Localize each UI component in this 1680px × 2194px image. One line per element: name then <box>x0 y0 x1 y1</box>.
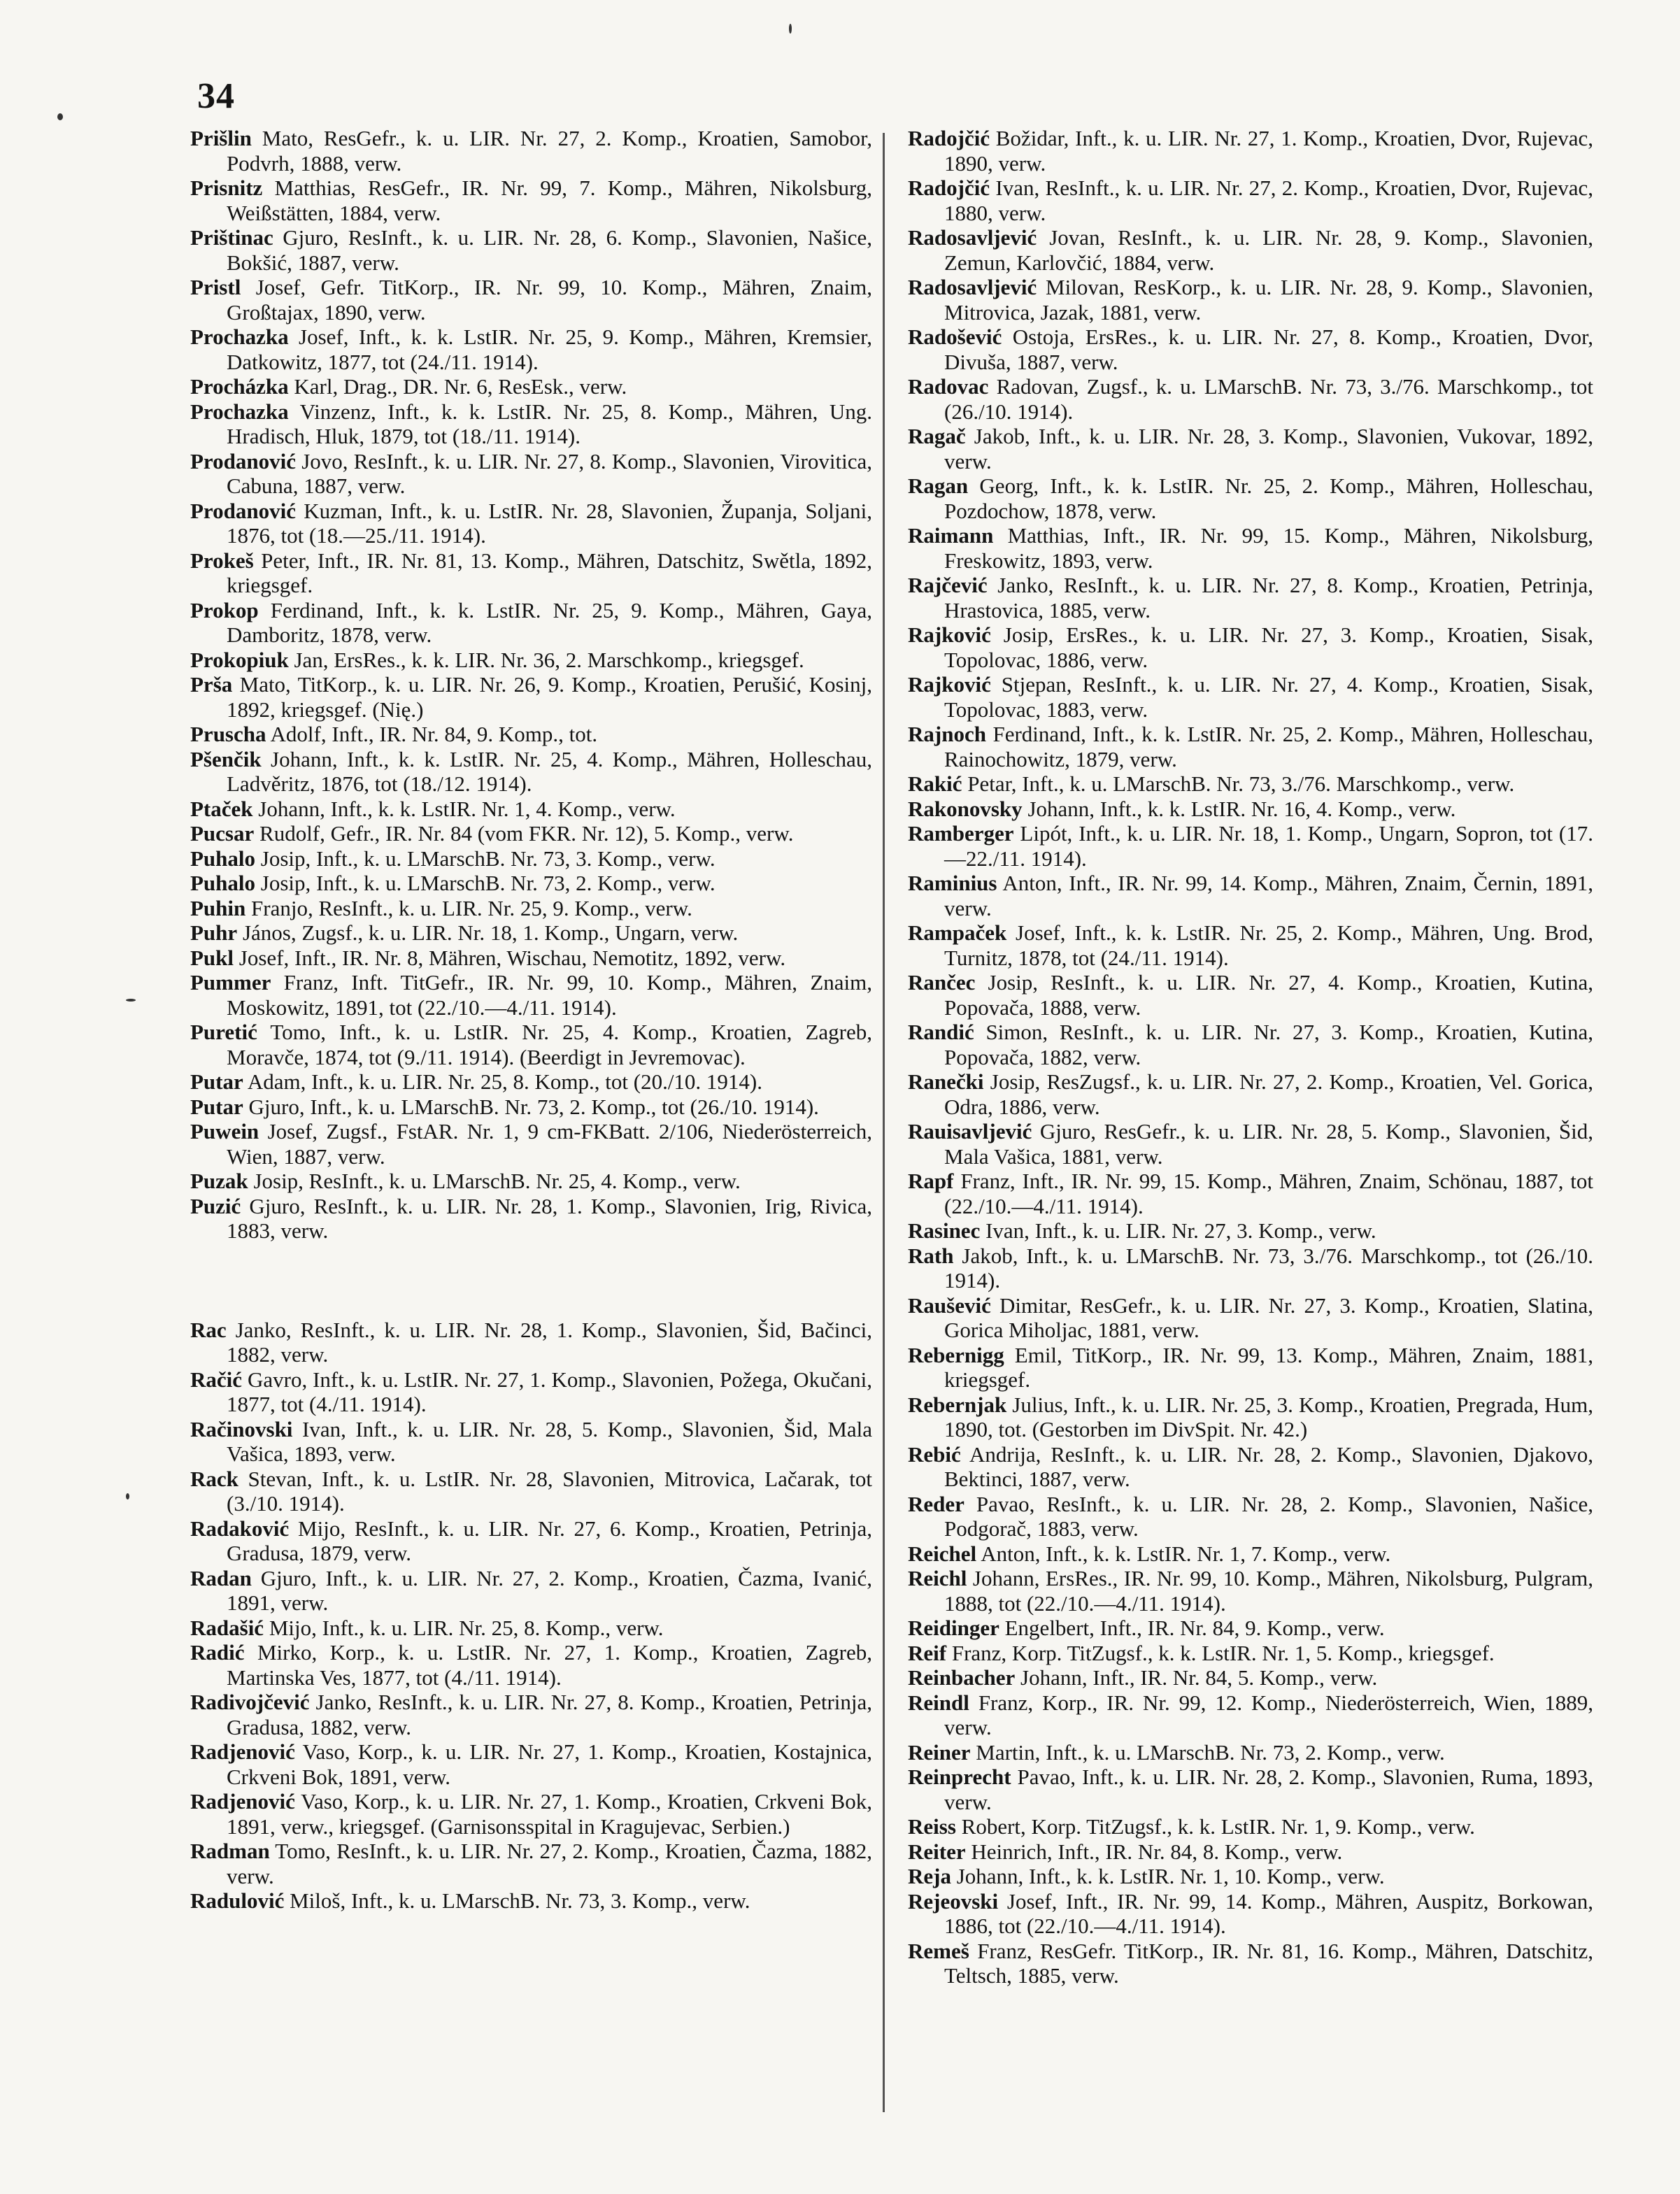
scan-speck <box>126 999 136 1002</box>
entry-surname: Reichl <box>908 1566 967 1590</box>
entry-details: Kuzman, Inft., k. u. LstIR. Nr. 28, Slavonien, Županja, Soljani, 1876, tot (18.—25./11. 1914). <box>227 498 873 548</box>
list-item <box>190 1318 872 1367</box>
entry-surname: Radovac <box>908 374 989 399</box>
list-item <box>908 1690 1593 1740</box>
entry-surname: Ramberger <box>908 821 1014 846</box>
entry-details: Franz, Korp., IR. Nr. 99, 12. Komp., Niederösterreich, Wien, 1889, verw. <box>944 1690 1593 1739</box>
entry-details: Heinrich, Inft., IR. Nr. 84, 8. Komp., verw. <box>971 1839 1343 1864</box>
entry-surname: Puhalo <box>190 871 256 895</box>
column-divider <box>883 133 885 2112</box>
entry-details: Vaso, Korp., k. u. LIR. Nr. 27, 1. Komp., Kroatien, Kostajnica, Crkveni Bok, 1891, verw. <box>227 1739 872 1789</box>
entry-surname: Rasinec <box>908 1218 981 1243</box>
list-item <box>190 1789 872 1839</box>
list-item <box>908 1442 1593 1492</box>
entry-details: Jakob, Inft., k. u. LIR. Nr. 28, 3. Komp., Slavonien, Vukovar, 1892, verw. <box>944 424 1594 473</box>
entry-surname: Radaković <box>190 1516 290 1541</box>
entry-surname: Rebić <box>908 1441 961 1467</box>
list-item <box>190 722 872 747</box>
entry-details: Ivan, Inft., k. u. LIR. Nr. 27, 3. Komp., verw. <box>985 1218 1376 1243</box>
entry-details: Johann, Inft., k. k. LstIR. Nr. 1, 4. Komp., verw. <box>258 796 676 821</box>
left-entries-b <box>190 1318 872 1914</box>
list-item <box>190 1095 872 1120</box>
entry-surname: Ragač <box>908 424 966 448</box>
entry-surname: Rack <box>190 1466 239 1491</box>
entry-surname: Rampaček <box>908 920 1007 945</box>
entry-surname: Randić <box>908 1020 974 1044</box>
entry-surname: Radić <box>190 1640 245 1665</box>
entry-details: Ivan, Inft., k. u. LIR. Nr. 28, 5. Komp., Slavonien, Šid, Mala Vašica, 1893, verw. <box>227 1416 873 1466</box>
entry-details: Mirko, Korp., k. u. LstIR. Nr. 27, 1. Komp., Kroatien, Zagreb, Martinska Ves, 1877, tot (4./11. 1914). <box>227 1640 873 1690</box>
list-item <box>908 871 1593 920</box>
entry-details: Engelbert, Inft., IR. Nr. 84, 9. Komp., verw. <box>1004 1616 1385 1640</box>
list-item <box>190 1467 872 1516</box>
entry-surname: Pšenčik <box>190 746 262 771</box>
list-item <box>908 1889 1593 1939</box>
entry-details: Jovan, ResInft., k. u. LIR. Nr. 28, 9. Komp., Slavonien, Zemun, Karlovčić, 1884, verw. <box>944 225 1593 275</box>
list-item <box>908 1119 1593 1169</box>
entry-details: Robert, Korp. TitZugsf., k. k. LstIR. Nr. 1, 9. Komp., verw. <box>961 1814 1475 1839</box>
entry-surname: Raušević <box>908 1292 991 1318</box>
list-item <box>908 325 1593 374</box>
entry-details: Josip, ErsRes., k. u. LIR. Nr. 27, 3. Komp., Kroatien, Sisak, Topolovac, 1886, verw. <box>944 622 1593 672</box>
list-item <box>190 846 872 871</box>
entry-surname: Radjenović <box>190 1739 295 1764</box>
list-item <box>908 771 1593 797</box>
list-item <box>190 946 872 971</box>
entry-details: Milovan, ResKorp., k. u. LIR. Nr. 28, 9. Komp., Slavonien, Mitrovica, Jazak, 1881, verw. <box>944 275 1594 325</box>
entry-details: Josef, Gefr. TitKorp., IR. Nr. 99, 10. Komp., Mähren, Znaim, Großtajax, 1890, verw. <box>227 275 873 325</box>
entry-surname: Rajković <box>908 672 991 697</box>
entry-surname: Puhalo <box>190 846 256 871</box>
entry-surname: Reja <box>908 1864 951 1888</box>
entry-details: Gjuro, ResInft., k. u. LIR. Nr. 28, 1. Komp., Slavonien, Irig, Rivica, 1883, verw. <box>227 1193 873 1243</box>
list-item <box>190 1616 872 1641</box>
list-item <box>908 920 1593 970</box>
entry-surname: Prodanović <box>190 448 296 473</box>
list-item <box>190 1417 872 1467</box>
entry-surname: Rejeovski <box>908 1888 999 1914</box>
entry-surname: Radman <box>190 1839 270 1863</box>
entry-details: Georg, Inft., k. k. LstIR. Nr. 25, 2. Komp., Mähren, Holleschau, Pozdochow, 1878, verw. <box>944 473 1593 523</box>
entry-details: Janko, ResInft., k. u. LIR. Nr. 28, 1. Komp., Slavonien, Šid, Bačinci, 1882, verw. <box>227 1317 873 1367</box>
entry-details: Božidar, Inft., k. u. LIR. Nr. 27, 1. Komp., Kroatien, Dvor, Rujevac, 1890, verw. <box>944 126 1594 176</box>
scan-speck <box>789 24 792 34</box>
entry-details: Pavao, Inft., k. u. LIR. Nr. 28, 2. Komp., Slavonien, Ruma, 1893, verw. <box>944 1765 1594 1814</box>
entry-surname: Puwein <box>190 1119 259 1144</box>
entry-surname: Radosavljević <box>908 225 1037 250</box>
entry-surname: Prochazka <box>190 325 289 349</box>
list-item <box>190 449 872 499</box>
list-item <box>908 1541 1593 1567</box>
entry-details: Gjuro, Inft., k. u. LIR. Nr. 27, 2. Komp., Kroatien, Čazma, Ivanić, 1891, verw. <box>227 1565 873 1615</box>
entry-details: Josef, Inft., k. k. LstIR. Nr. 25, 9. Komp., Mähren, Kremsier, Datkowitz, 1877, tot (24./11. 1914). <box>227 325 873 374</box>
entry-surname: Ranečki <box>908 1069 984 1094</box>
entry-details: Petar, Inft., k. u. LMarschB. Nr. 73, 3./76. Marschkomp., verw. <box>967 771 1515 796</box>
entry-details: Franjo, ResInft., k. u. LIR. Nr. 25, 9. Komp., verw. <box>251 895 692 920</box>
entry-details: Anton, Inft., IR. Nr. 99, 14. Komp., Mähren, Znaim, Černin, 1891, verw. <box>944 871 1593 920</box>
entry-surname: Prodanović <box>190 498 296 523</box>
list-item <box>908 1020 1593 1069</box>
entry-surname: Rajković <box>908 622 991 647</box>
list-item <box>190 1516 872 1566</box>
list-item <box>190 225 872 275</box>
entry-details: Tomo, Inft., k. u. LstIR. Nr. 25, 4. Komp., Kroatien, Zagreb, Moravče, 1874, tot (9./11. 1914). (Beerdigt in Jevremovac). <box>227 1020 872 1069</box>
entry-details: Franz, ResGefr. TitKorp., IR. Nr. 81, 16. Komp., Mähren, Datschitz, Teltsch, 1885, verw. <box>944 1938 1593 1988</box>
entry-details: Franz, Korp. TitZugsf., k. k. LstIR. Nr. 1, 5. Komp., kriegsgef. <box>951 1640 1495 1665</box>
entry-details: Franz, Inft., IR. Nr. 99, 15. Komp., Mähren, Znaim, Schönau, 1887, tot (22./10.—4./11. 1914). <box>944 1169 1594 1218</box>
scan-speck <box>126 1493 129 1500</box>
entry-details: Gjuro, ResInft., k. u. LIR. Nr. 28, 6. Komp., Slavonien, Našice, Bokšić, 1887, verw. <box>227 225 872 275</box>
entry-surname: Račić <box>190 1367 243 1392</box>
list-item <box>190 1566 872 1616</box>
list-item <box>908 1765 1593 1814</box>
entry-details: Jan, ErsRes., k. k. LIR. Nr. 36, 2. Marschkomp., kriegsgef. <box>294 647 804 672</box>
list-item <box>190 1690 872 1739</box>
entry-details: Radovan, Zugsf., k. u. LMarschB. Nr. 73, 3./76. Marschkomp., tot (26./10. 1914). <box>944 374 1594 424</box>
list-item <box>190 1888 872 1914</box>
entry-surname: Rath <box>908 1243 954 1268</box>
list-item <box>190 920 872 946</box>
entry-surname: Puzak <box>190 1169 248 1193</box>
list-item <box>190 1839 872 1888</box>
entry-surname: Reder <box>908 1491 964 1516</box>
entry-surname: Pukl <box>190 945 234 970</box>
list-item <box>190 1194 872 1244</box>
right-column <box>908 126 1593 1988</box>
list-item <box>190 821 872 846</box>
list-item <box>190 1367 872 1417</box>
entry-details: Johann, Inft., k. k. LstIR. Nr. 25, 4. Komp., Mähren, Holleschau, Ladvěritz, 1876, tot (18./12. 1914). <box>227 746 873 796</box>
list-item <box>908 1616 1593 1641</box>
entry-surname: Reinbacher <box>908 1665 1016 1690</box>
entry-surname: Prochazka <box>190 399 289 424</box>
entry-surname: Puhin <box>190 895 246 920</box>
entry-surname: Putar <box>190 1094 243 1119</box>
entry-details: Ferdinand, Inft., k. k. LstIR. Nr. 25, 9. Komp., Mähren, Gaya, Damboritz, 1878, verw. <box>227 597 872 647</box>
list-item <box>190 598 872 648</box>
entry-surname: Prisnitz <box>190 176 263 200</box>
entry-details: Josip, ResInft., k. u. LIR. Nr. 27, 4. Komp., Kroatien, Kutina, Popovača, 1888, verw. <box>944 970 1594 1020</box>
entry-details: Anton, Inft., k. k. LstIR. Nr. 1, 7. Komp., verw. <box>981 1541 1391 1566</box>
list-item <box>908 821 1593 871</box>
entry-details: Josef, Zugsf., FstAR. Nr. 1, 9 cm-FKBatt. 2/106, Niederösterreich, Wien, 1887, verw. <box>227 1119 873 1169</box>
list-item <box>190 672 872 722</box>
entry-surname: Radjenović <box>190 1789 295 1814</box>
list-item <box>908 1740 1593 1765</box>
list-item <box>908 1218 1593 1244</box>
entry-surname: Radulović <box>190 1888 285 1913</box>
entry-details: Peter, Inft., IR. Nr. 81, 13. Komp., Mähren, Datschitz, Swětla, 1892, kriegsgef. <box>227 548 872 597</box>
list-item <box>190 275 872 325</box>
entry-surname: Rančec <box>908 970 976 995</box>
list-item <box>190 126 872 176</box>
entry-surname: Rebernjak <box>908 1392 1007 1417</box>
entry-surname: Rac <box>190 1317 227 1342</box>
entry-surname: Procházka <box>190 374 289 399</box>
entry-surname: Reiter <box>908 1839 966 1864</box>
list-item <box>190 399 872 449</box>
list-item <box>190 499 872 548</box>
entry-surname: Remeš <box>908 1938 969 1963</box>
entry-details: Mijo, Inft., k. u. LIR. Nr. 25, 8. Komp., verw. <box>269 1615 664 1640</box>
left-entries-a <box>190 126 872 1244</box>
list-item <box>908 797 1593 822</box>
entry-details: Ferdinand, Inft., k. k. LstIR. Nr. 25, 2. Komp., Mähren, Holleschau, Rainochowitz, 1879, verw. <box>944 722 1594 771</box>
entry-details: Pavao, ResInft., k. u. LIR. Nr. 28, 2. Komp., Slavonien, Našice, Podgorač, 1883, verw. <box>944 1491 1594 1541</box>
entry-details: Janko, ResInft., k. u. LIR. Nr. 27, 8. Komp., Kroatien, Petrinja, Gradusa, 1882, verw. <box>227 1690 873 1739</box>
entry-details: János, Zugsf., k. u. LIR. Nr. 18, 1. Komp., Ungarn, verw. <box>242 920 739 945</box>
entry-surname: Pruscha <box>190 722 266 746</box>
list-item <box>908 176 1593 225</box>
list-item <box>190 176 872 225</box>
list-item <box>190 1119 872 1169</box>
list-item <box>190 797 872 822</box>
entry-details: Lipót, Inft., k. u. LIR. Nr. 18, 1. Komp., Ungarn, Sopron, tot (17.—22./11. 1914). <box>944 821 1593 871</box>
list-item <box>908 225 1593 275</box>
entry-details: Johann, Inft., k. k. LstIR. Nr. 1, 10. Komp., verw. <box>956 1864 1385 1888</box>
section-gap <box>190 1244 872 1318</box>
entry-surname: Reidinger <box>908 1616 999 1640</box>
entry-details: Mato, TitKorp., k. u. LIR. Nr. 26, 9. Komp., Kroatien, Perušić, Kosinj, 1892, kriegsgef. (Nię.) <box>227 672 872 722</box>
entry-details: Dimitar, ResGefr., k. u. LIR. Nr. 27, 3. Komp., Kroatien, Slatina, Gorica Miholjac, 1881, verw. <box>944 1292 1593 1342</box>
entry-surname: Raminius <box>908 871 997 895</box>
entry-surname: Puretić <box>190 1020 257 1044</box>
entry-details: Karl, Drag., DR. Nr. 6, ResEsk., verw. <box>294 374 627 399</box>
entry-details: Ivan, ResInft., k. u. LIR. Nr. 27, 2. Komp., Kroatien, Dvor, Rujevac, 1880, verw. <box>944 176 1593 225</box>
entry-details: Janko, ResInft., k. u. LIR. Nr. 27, 8. Komp., Kroatien, Petrinja, Hrastovica, 1885, verw. <box>944 573 1594 622</box>
list-item <box>908 126 1593 176</box>
list-item <box>190 1020 872 1069</box>
list-item <box>908 573 1593 622</box>
list-item <box>908 473 1593 523</box>
list-item <box>190 1169 872 1194</box>
list-item <box>190 648 872 673</box>
list-item <box>190 1069 872 1095</box>
list-item <box>908 1069 1593 1119</box>
entry-details: Miloš, Inft., k. u. LMarschB. Nr. 73, 3. Komp., verw. <box>290 1888 750 1913</box>
entry-details: Mato, ResGefr., k. u. LIR. Nr. 27, 2. Komp., Kroatien, Samobor, Podvrh, 1888, verw. <box>227 126 872 176</box>
entry-details: Gjuro, ResGefr., k. u. LIR. Nr. 28, 5. Komp., Slavonien, Šid, Mala Vašica, 1881, verw. <box>944 1119 1594 1169</box>
entry-surname: Prokopiuk <box>190 647 289 672</box>
entry-details: Rudolf, Gefr., IR. Nr. 84 (vom FKR. Nr. 12), 5. Komp., verw. <box>259 821 794 846</box>
entry-details: Matthias, ResGefr., IR. Nr. 99, 7. Komp., Mähren, Nikolsburg, Weißstätten, 1884, verw. <box>227 176 873 225</box>
entry-surname: Puzić <box>190 1193 241 1218</box>
list-item <box>908 1293 1593 1343</box>
entry-details: Josip, Inft., k. u. LMarschB. Nr. 73, 3. Komp., verw. <box>260 846 716 871</box>
list-item <box>908 1814 1593 1839</box>
entry-details: Vaso, Korp., k. u. LIR. Nr. 27, 1. Komp., Kroatien, Crkveni Bok, 1891, verw., kriegsgef. (Garnisonsspital in Kragujevac, Serbien.) <box>227 1789 872 1839</box>
entry-details: Adam, Inft., k. u. LIR. Nr. 25, 8. Komp., tot (20./10. 1914). <box>247 1069 763 1094</box>
entry-surname: Radivojčević <box>190 1690 310 1714</box>
entry-surname: Prokeš <box>190 548 254 573</box>
list-item <box>908 1864 1593 1889</box>
entry-details: Josip, ResZugsf., k. u. LIR. Nr. 27, 2. Komp., Kroatien, Vel. Gorica, Odra, 1886, verw. <box>944 1069 1594 1119</box>
entry-details: Julius, Inft., k. u. LIR. Nr. 25, 3. Komp., Kroatien, Pregrada, Hum, 1890, tot. (Gestorben im DivSpit. Nr. 42.) <box>944 1392 1594 1441</box>
entry-details: Vinzenz, Inft., k. k. LstIR. Nr. 25, 8. Komp., Mähren, Ung. Hradisch, Hluk, 1879, tot (18./11. 1914). <box>227 399 872 448</box>
entry-details: Stjepan, ResInft., k. u. LIR. Nr. 27, 4. Komp., Kroatien, Sisak, Topolovac, 1883, verw. <box>944 672 1594 722</box>
list-item <box>190 896 872 921</box>
list-item <box>908 1665 1593 1690</box>
entry-surname: Prišlin <box>190 126 252 150</box>
list-item <box>908 722 1593 771</box>
list-item <box>908 374 1593 424</box>
entry-details: Johann, ErsRes., IR. Nr. 99, 10. Komp., Mähren, Nikolsburg, Pulgram, 1888, tot (22./10.—4./11. 1914). <box>944 1566 1594 1616</box>
list-item <box>908 1343 1593 1392</box>
list-item <box>908 622 1593 672</box>
entry-details: Matthias, Inft., IR. Nr. 99, 15. Komp., Mähren, Nikolsburg, Freskowitz, 1893, verw. <box>944 523 1594 573</box>
left-column <box>190 126 872 1914</box>
list-item <box>190 325 872 374</box>
list-item <box>908 1492 1593 1541</box>
entry-surname: Radašić <box>190 1615 264 1640</box>
entry-surname: Račinovski <box>190 1416 293 1441</box>
entry-surname: Radošević <box>908 325 1002 349</box>
list-item <box>908 970 1593 1020</box>
list-item <box>908 1839 1593 1865</box>
entry-details: Josef, Inft., k. k. LstIR. Nr. 25, 2. Komp., Mähren, Ung. Brod, Turnitz, 1878, tot (24./11. 1914). <box>944 920 1593 970</box>
list-item <box>190 374 872 399</box>
list-item <box>190 548 872 598</box>
entry-surname: Puhr <box>190 920 238 945</box>
entry-surname: Reinprecht <box>908 1765 1011 1789</box>
entry-details: Emil, TitKorp., IR. Nr. 99, 13. Komp., Mähren, Znaim, 1881, kriegsgef. <box>944 1342 1594 1392</box>
entry-details: Josef, Inft., IR. Nr. 8, Mähren, Wischau, Nemotitz, 1892, verw. <box>239 945 786 970</box>
entry-surname: Ptaček <box>190 796 253 821</box>
list-item <box>908 275 1593 325</box>
entry-surname: Radojčić <box>908 176 990 200</box>
entry-details: Josip, Inft., k. u. LMarschB. Nr. 73, 2. Komp., verw. <box>260 871 716 895</box>
entry-details: Adolf, Inft., IR. Nr. 84, 9. Komp., tot. <box>270 722 598 746</box>
entry-surname: Ragan <box>908 473 969 498</box>
entry-details: Franz, Inft. TitGefr., IR. Nr. 99, 10. Komp., Mähren, Znaim, Moskowitz, 1891, tot (22./10.—4./11. 1914). <box>227 970 873 1020</box>
entry-details: Andrija, ResInft., k. u. LIR. Nr. 28, 2. Komp., Slavonien, Djakovo, Bektinci, 1887, verw. <box>944 1441 1594 1491</box>
entry-surname: Reif <box>908 1640 947 1665</box>
entry-surname: Prokop <box>190 597 259 622</box>
list-item <box>190 871 872 896</box>
list-item <box>908 1392 1593 1442</box>
list-item <box>908 523 1593 573</box>
entry-surname: Rajnoch <box>908 722 986 746</box>
entry-surname: Radan <box>190 1565 252 1590</box>
list-item <box>190 1640 872 1690</box>
entry-details: Gavro, Inft., k. u. LstIR. Nr. 27, 1. Komp., Slavonien, Požega, Okučani, 1877, tot (4./11. 1914). <box>227 1367 873 1416</box>
entry-surname: Prištinac <box>190 225 273 250</box>
entry-surname: Reiss <box>908 1814 956 1839</box>
entry-details: Jakob, Inft., k. u. LMarschB. Nr. 73, 3./76. Marschkomp., tot (26./10. 1914). <box>944 1243 1594 1292</box>
entry-details: Simon, ResInft., k. u. LIR. Nr. 27, 3. Komp., Kroatien, Kutina, Popovača, 1882, verw. <box>944 1020 1593 1069</box>
list-item <box>190 970 872 1020</box>
entry-surname: Radosavljević <box>908 275 1037 299</box>
entry-surname: Putar <box>190 1069 243 1094</box>
entry-details: Jovo, ResInft., k. u. LIR. Nr. 27, 8. Komp., Slavonien, Virovitica, Cabuna, 1887, verw. <box>227 448 872 498</box>
entry-surname: Pucsar <box>190 821 255 846</box>
entry-surname: Radojčić <box>908 126 990 150</box>
page-number: 34 <box>197 76 235 116</box>
entry-surname: Reindl <box>908 1690 969 1715</box>
entry-details: Stevan, Inft., k. u. LstIR. Nr. 28, Slavonien, Mitrovica, Lačarak, tot (3./10. 1914). <box>227 1466 872 1516</box>
list-item <box>908 1566 1593 1616</box>
entry-details: Josef, Inft., IR. Nr. 99, 14. Komp., Mähren, Auspitz, Borkowan, 1886, tot (22./10.—4./11. 1914). <box>944 1888 1594 1938</box>
entry-details: Ostoja, ErsRes., k. u. LIR. Nr. 27, 8. Komp., Kroatien, Dvor, Divuša, 1887, verw. <box>944 325 1593 374</box>
entry-surname: Rebernigg <box>908 1342 1004 1367</box>
entry-details: Josip, ResInft., k. u. LMarschB. Nr. 25, 4. Komp., verw. <box>253 1169 741 1193</box>
list-item <box>190 747 872 797</box>
list-item <box>908 1244 1593 1293</box>
entry-surname: Raimann <box>908 523 994 548</box>
entry-surname: Pristl <box>190 275 241 299</box>
entry-details: Tomo, ResInft., k. u. LIR. Nr. 27, 2. Komp., Kroatien, Čazma, 1882, verw. <box>227 1839 872 1888</box>
entry-details: Johann, Inft., k. k. LstIR. Nr. 16, 4. Komp., verw. <box>1027 796 1456 821</box>
entry-surname: Rauisavljević <box>908 1119 1032 1144</box>
list-item <box>908 1939 1593 1988</box>
list-item <box>190 1739 872 1789</box>
entry-details: Johann, Inft., IR. Nr. 84, 5. Komp., verw. <box>1020 1665 1378 1690</box>
entry-surname: Pummer <box>190 970 271 995</box>
entry-surname: Rapf <box>908 1169 954 1193</box>
entry-details: Mijo, ResInft., k. u. LIR. Nr. 27, 6. Komp., Kroatien, Petrinja, Gradusa, 1879, verw. <box>227 1516 872 1565</box>
scan-speck <box>57 113 63 120</box>
entry-details: Martin, Inft., k. u. LMarschB. Nr. 73, 2. Komp., verw. <box>976 1739 1445 1765</box>
list-item <box>908 424 1593 473</box>
entry-surname: Reiner <box>908 1739 971 1765</box>
entry-surname: Rakić <box>908 771 962 796</box>
entry-details: Gjuro, Inft., k. u. LMarschB. Nr. 73, 2. Komp., tot (26./10. 1914). <box>248 1094 819 1119</box>
entry-surname: Prša <box>190 672 233 697</box>
list-item <box>908 1641 1593 1666</box>
entry-surname: Rajčević <box>908 573 988 597</box>
entry-surname: Rakonovsky <box>908 796 1023 821</box>
list-item <box>908 672 1593 722</box>
list-item <box>908 1169 1593 1218</box>
entry-surname: Reichel <box>908 1541 977 1566</box>
